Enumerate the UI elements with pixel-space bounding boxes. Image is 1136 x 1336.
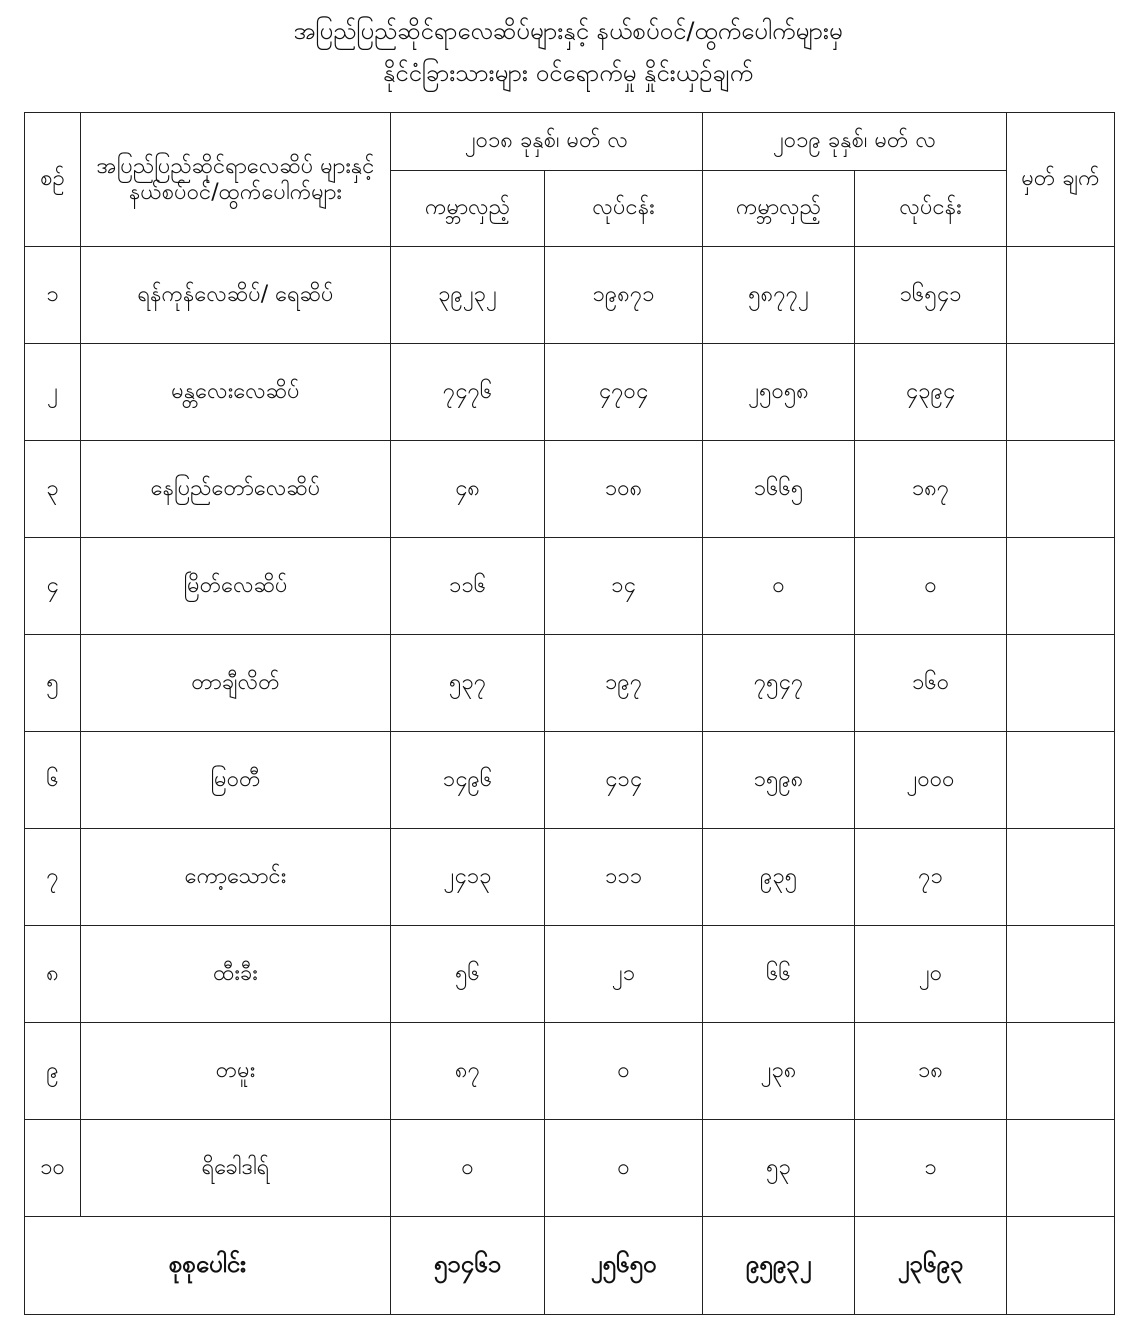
- business-2019: ၇၁: [855, 829, 1007, 926]
- port-name: မန္တလေးလေဆိပ်: [81, 344, 391, 441]
- port-name: ထီးခီး: [81, 926, 391, 1023]
- total-remarks: [1007, 1217, 1115, 1315]
- business-2018: ၁၁၁: [545, 829, 703, 926]
- remarks-cell: [1007, 247, 1115, 344]
- tourist-2018: ၈၇: [391, 1023, 545, 1120]
- tourist-2019: ၅၃: [703, 1120, 855, 1217]
- table-row: [25, 635, 1115, 732]
- header-remarks: မှတ် ချက်: [1007, 113, 1115, 247]
- remarks-cell: [1007, 441, 1115, 538]
- tourist-2018: ၇၄၇၆: [391, 344, 545, 441]
- table-row: [25, 441, 1115, 538]
- table-row: [25, 926, 1115, 1023]
- business-2019: ၁၆၅၄၁: [855, 247, 1007, 344]
- total-label: စုစုပေါင်း: [25, 1217, 391, 1315]
- business-2019: ၂၀၀၀: [855, 732, 1007, 829]
- business-2018: ၁၀၈: [545, 441, 703, 538]
- header-year-2018: ၂၀၁၈ ခုနှစ်၊ မတ် လ: [391, 113, 703, 171]
- business-2018: ၂၁: [545, 926, 703, 1023]
- table-row: [25, 344, 1115, 441]
- tourist-2018: ၅၃၇: [391, 635, 545, 732]
- business-2019: ၁၈၇: [855, 441, 1007, 538]
- remarks-cell: [1007, 926, 1115, 1023]
- tourist-2019: ၇၅၄၇: [703, 635, 855, 732]
- business-2019: ၁၆၀: [855, 635, 1007, 732]
- tourist-2018: ၃၉၂၃၂: [391, 247, 545, 344]
- business-2018: ၁၄: [545, 538, 703, 635]
- tourist-2018: ၁၁၆: [391, 538, 545, 635]
- tourist-2018: ၅၆: [391, 926, 545, 1023]
- remarks-cell: [1007, 829, 1115, 926]
- business-2019: ၀: [855, 538, 1007, 635]
- table-row: [25, 247, 1115, 344]
- business-2018: ၄၇၀၄: [545, 344, 703, 441]
- tourist-2018: ၄၈: [391, 441, 545, 538]
- header-tourist-2019: ကမ္ဘာလှည့်: [703, 171, 855, 247]
- remarks-cell: [1007, 1120, 1115, 1217]
- header-business-2019: လုပ်ငန်း: [855, 171, 1007, 247]
- document-title-line-1: အပြည်ပြည်ဆိုင်ရာလေဆိပ်များနှင့် နယ်စပ်ဝင်/ထွက်ပေါက်များမှ: [293, 17, 843, 45]
- business-2019: ၂၀: [855, 926, 1007, 1023]
- business-2018: ၀: [545, 1120, 703, 1217]
- remarks-cell: [1007, 1023, 1115, 1120]
- table-row: [25, 829, 1115, 926]
- header-tourist-2018: ကမ္ဘာလှည့်: [391, 171, 545, 247]
- tourist-2018: ၁၄၉၆: [391, 732, 545, 829]
- business-2019: ၄၃၉၄: [855, 344, 1007, 441]
- tourist-2019: ၁၅၉၈: [703, 732, 855, 829]
- remarks-cell: [1007, 732, 1115, 829]
- port-name: ရန်ကုန်လေဆိပ်/ ရေဆိပ်: [81, 247, 391, 344]
- header-business-2018: လုပ်ငန်း: [545, 171, 703, 247]
- total-business-2019: ၂၃၆၉၃: [855, 1217, 1007, 1315]
- header-no: စဉ်: [25, 113, 81, 247]
- business-2018: ၁၉၇: [545, 635, 703, 732]
- tourist-2019: ၂၅၀၅၈: [703, 344, 855, 441]
- row-number: ၁: [25, 247, 81, 344]
- port-name: မြိတ်လေဆိပ်: [81, 538, 391, 635]
- remarks-cell: [1007, 344, 1115, 441]
- business-2019: ၁၈: [855, 1023, 1007, 1120]
- total-business-2018: ၂၅၆၅၀: [545, 1217, 703, 1315]
- tourist-2019: ၀: [703, 538, 855, 635]
- table-row: [25, 732, 1115, 829]
- total-tourist-2019: ၉၅၉၃၂: [703, 1217, 855, 1315]
- row-number: ၆: [25, 732, 81, 829]
- table-row: [25, 1120, 1115, 1217]
- row-number: ၃: [25, 441, 81, 538]
- port-name: မြဝတီ: [81, 732, 391, 829]
- tourist-2019: ၂၃၈: [703, 1023, 855, 1120]
- header-row-1: [25, 113, 1115, 171]
- row-number: ၇: [25, 829, 81, 926]
- row-number: ၄: [25, 538, 81, 635]
- tourist-2019: ၆၆: [703, 926, 855, 1023]
- row-number: ၂: [25, 344, 81, 441]
- business-2018: ၀: [545, 1023, 703, 1120]
- port-name: တမူး: [81, 1023, 391, 1120]
- port-name: နေပြည်တော်လေဆိပ်: [81, 441, 391, 538]
- total-row: [25, 1217, 1115, 1315]
- tourist-2019: ၅၈၇၇၂: [703, 247, 855, 344]
- port-name: ကော့သောင်း: [81, 829, 391, 926]
- arrivals-comparison-table: [24, 112, 1115, 1315]
- business-2019: ၁: [855, 1120, 1007, 1217]
- remarks-cell: [1007, 635, 1115, 732]
- tourist-2018: ၂၄၁၃: [391, 829, 545, 926]
- header-year-2019: ၂၀၁၉ ခုနှစ်၊ မတ် လ: [703, 113, 1007, 171]
- table-row: [25, 1023, 1115, 1120]
- row-number: ၉: [25, 1023, 81, 1120]
- tourist-2019: ၉၃၅: [703, 829, 855, 926]
- business-2018: ၁၉၈၇၁: [545, 247, 703, 344]
- port-name: ရိခေါဒါရ်: [81, 1120, 391, 1217]
- tourist-2019: ၁၆၆၅: [703, 441, 855, 538]
- table-row: [25, 538, 1115, 635]
- document-title-line-2: နိုင်ငံခြားသားများ ဝင်ရောက်မှု နှိုင်းယှဉ်ချက်: [382, 59, 754, 87]
- remarks-cell: [1007, 538, 1115, 635]
- row-number: ၈: [25, 926, 81, 1023]
- total-tourist-2018: ၅၁၄၆၁: [391, 1217, 545, 1315]
- business-2018: ၄၁၄: [545, 732, 703, 829]
- header-item: အပြည်ပြည်ဆိုင်ရာလေဆိပ် များနှင့် နယ်စပ်ဝင်/ထွက်ပေါက်များ: [81, 113, 391, 247]
- tourist-2018: ၀: [391, 1120, 545, 1217]
- port-name: တာချီလိတ်: [81, 635, 391, 732]
- row-number: ၅: [25, 635, 81, 732]
- row-number: ၁၀: [25, 1120, 81, 1217]
